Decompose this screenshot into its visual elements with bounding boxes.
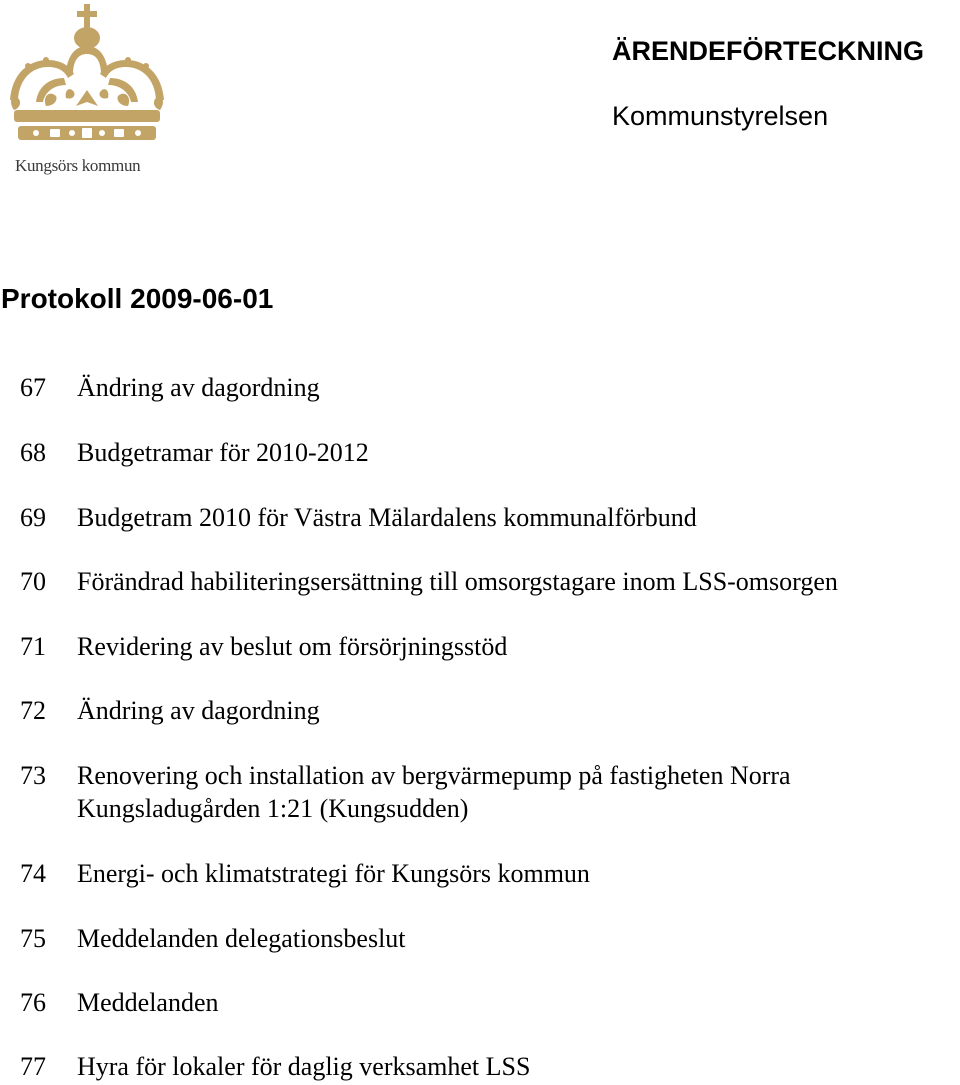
agenda-item-number: 70 bbox=[20, 567, 46, 596]
protocol-heading: Protokoll 2009-06-01 bbox=[1, 283, 274, 314]
agenda-item-number: 71 bbox=[20, 632, 46, 661]
agenda-item-text: Ändring av dagordning bbox=[77, 696, 320, 725]
municipality-logo bbox=[6, 2, 168, 178]
agenda-item-number: 76 bbox=[20, 988, 46, 1017]
agenda-item-number: 68 bbox=[20, 438, 46, 467]
agenda-item-text: Meddelanden bbox=[77, 988, 219, 1017]
agenda-item-number: 67 bbox=[20, 373, 46, 402]
agenda-item-number: 77 bbox=[20, 1052, 46, 1081]
agenda-item-number: 69 bbox=[20, 503, 46, 532]
agenda-item-text: Förändrad habiliteringsersättning till omsorgstagare inom LSS-omsorgen bbox=[77, 567, 838, 596]
agenda-item-text: Budgetramar för 2010-2012 bbox=[77, 438, 369, 467]
agenda-item-number: 72 bbox=[20, 696, 46, 725]
agenda-item-number: 74 bbox=[20, 859, 46, 888]
agenda-item-text: Energi- och klimatstrategi för Kungsörs kommun bbox=[77, 859, 590, 888]
agenda-item-text: Revidering av beslut om försörjningsstöd bbox=[77, 632, 508, 661]
logo-text: Kungsörs kommun bbox=[15, 156, 141, 175]
agenda-item-text: Renovering och installation av bergvärmepump på fastigheten Norra bbox=[77, 761, 791, 790]
agenda-item-text: Ändring av dagordning bbox=[77, 373, 320, 402]
agenda-item-number: 73 bbox=[20, 761, 46, 790]
crown-icon bbox=[6, 2, 168, 152]
agenda-item-text: Hyra för lokaler för daglig verksamhet LSS bbox=[77, 1052, 531, 1081]
agenda-item-text: Budgetram 2010 för Västra Mälardalens kommunalförbund bbox=[77, 503, 697, 532]
agenda-item-number: 75 bbox=[20, 924, 46, 953]
document-subtitle: Kommunstyrelsen bbox=[612, 101, 829, 131]
document-title: ÄRENDEFÖRTECKNING bbox=[612, 36, 925, 66]
agenda-item-text: Meddelanden delegationsbeslut bbox=[77, 924, 406, 953]
agenda-item-text: Kungsladugården 1:21 (Kungsudden) bbox=[77, 794, 469, 823]
